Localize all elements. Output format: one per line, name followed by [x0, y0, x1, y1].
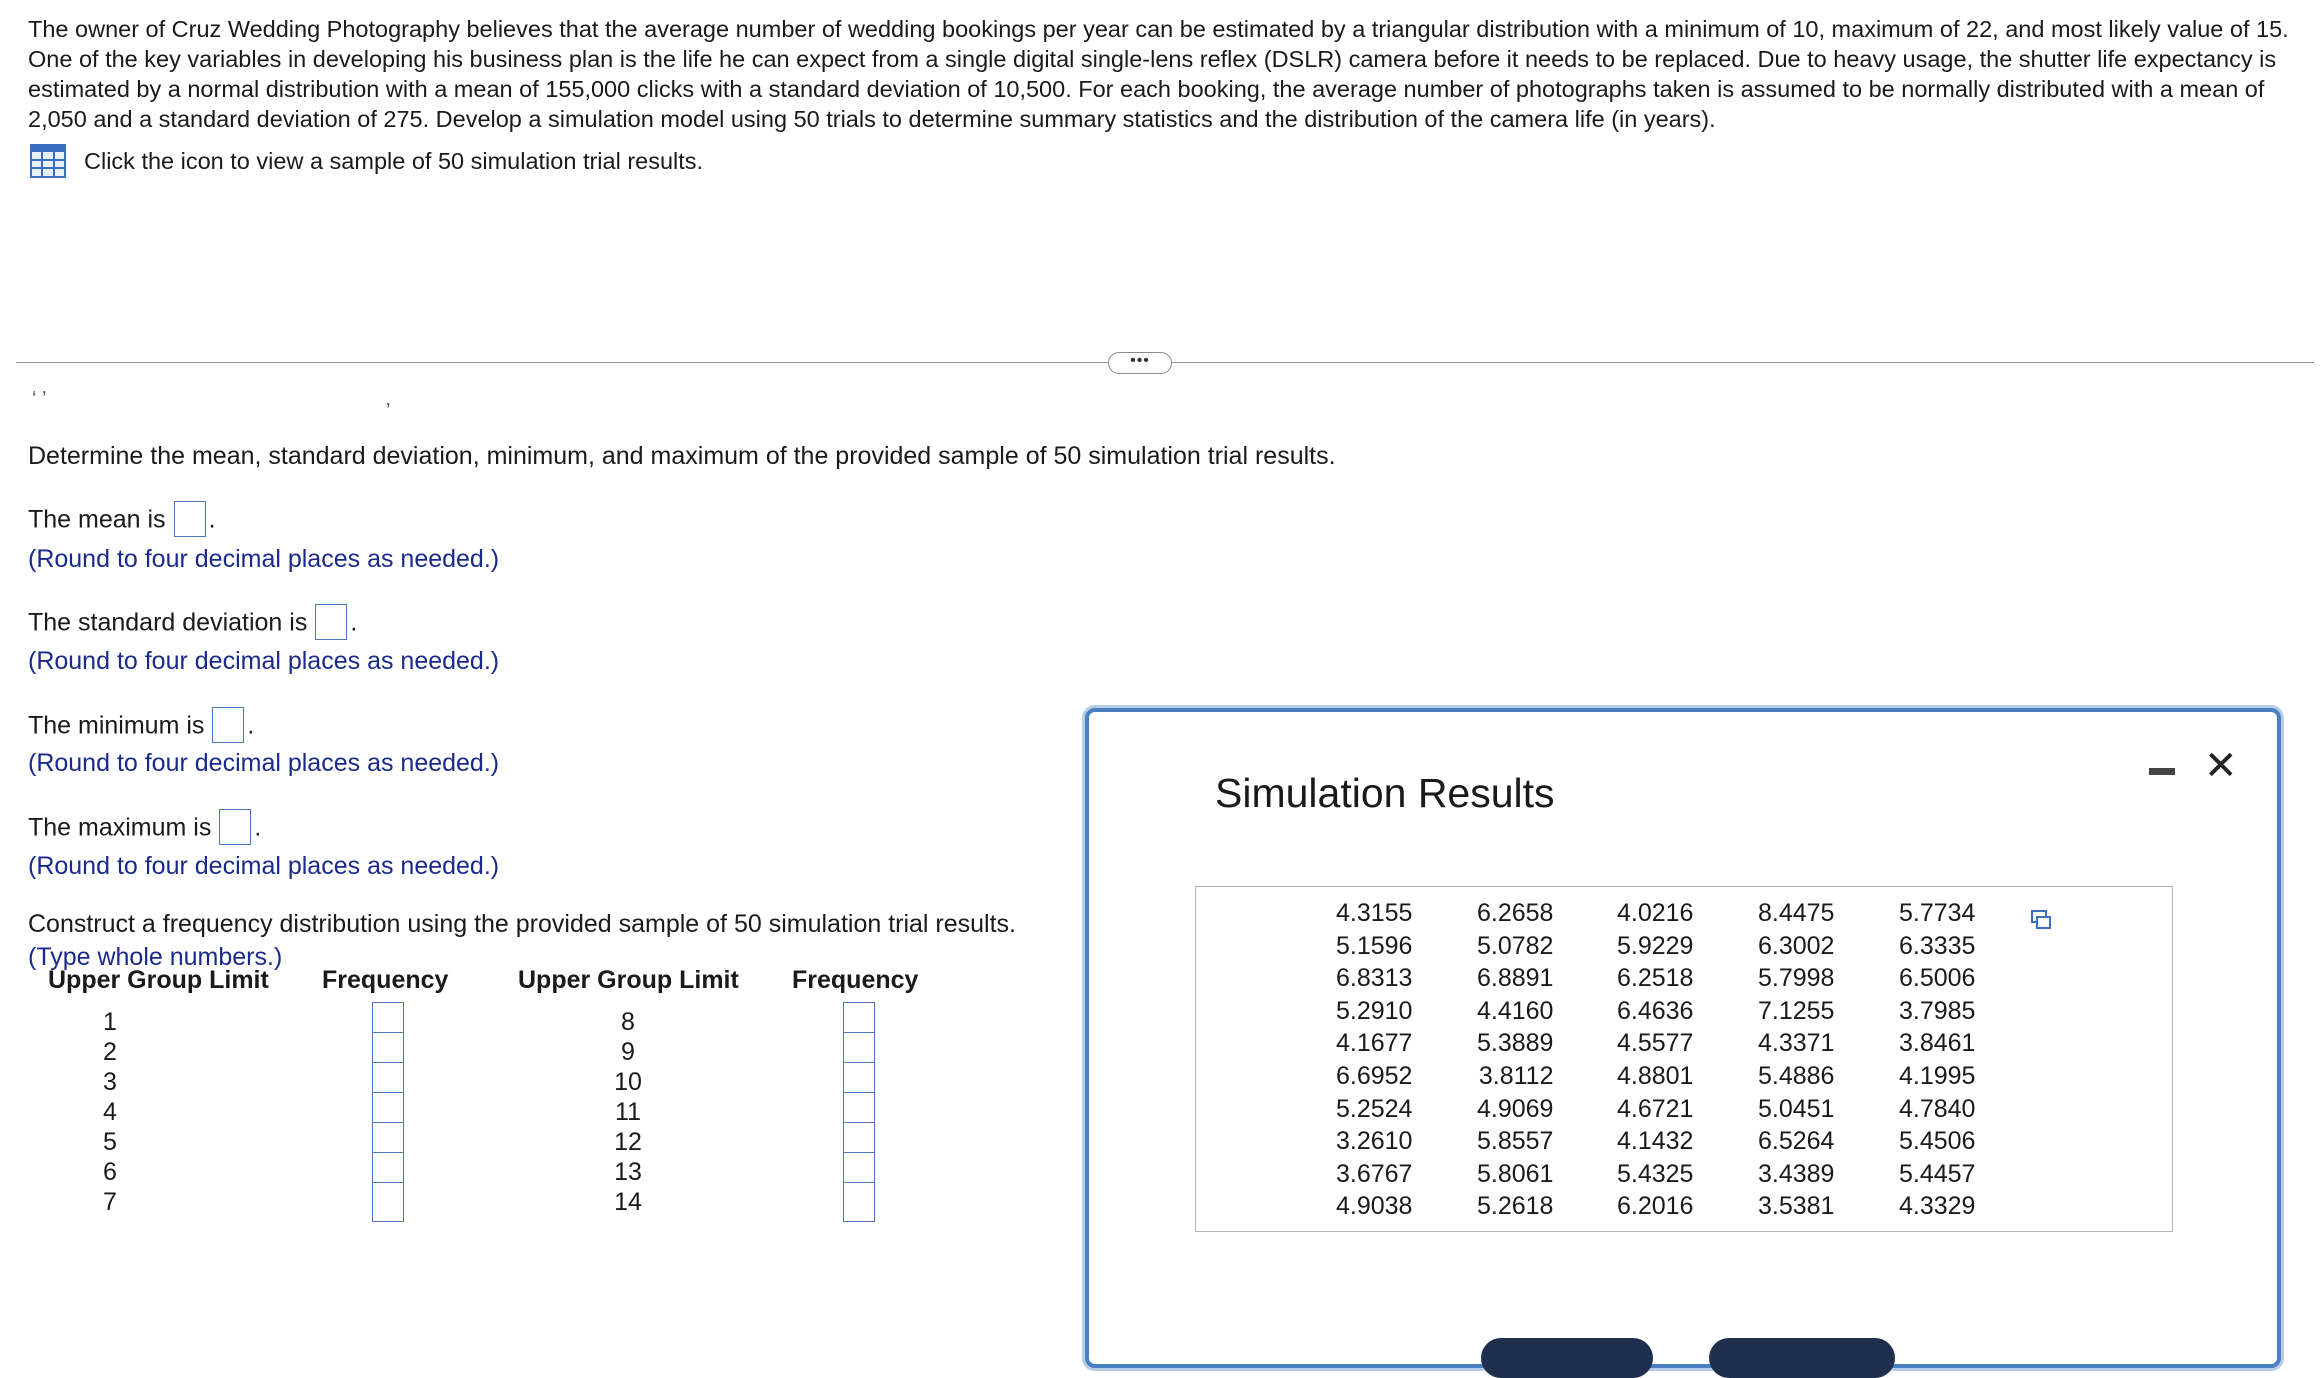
result-value: 5.8061 [1477, 1159, 1554, 1188]
result-value: 3.8461 [1899, 1029, 1976, 1058]
header-upper-limit-left: Upper Group Limit [48, 966, 269, 994]
results-column [1477, 897, 1553, 1223]
std-question [28, 606, 357, 642]
min-round-hint: (Round to four decimal places as needed.) [28, 749, 500, 777]
upper-limit-cell: 1 [103, 1008, 117, 1036]
mean-question [28, 503, 216, 539]
result-value: 6.6952 [1336, 1061, 1413, 1090]
results-column [1336, 897, 1412, 1223]
result-value: 5.4886 [1758, 1061, 1835, 1090]
result-value: 3.2610 [1336, 1127, 1413, 1156]
result-value: 4.9069 [1477, 1094, 1554, 1123]
copy-icon[interactable] [2030, 909, 2052, 931]
result-value: 6.3335 [1899, 931, 1976, 960]
min-question [28, 709, 254, 745]
upper-limit-cell: 10 [614, 1068, 642, 1096]
result-value: 3.8112 [1478, 1061, 1554, 1090]
result-value: 4.0216 [1617, 899, 1694, 927]
frequency-input[interactable] [372, 1182, 404, 1222]
result-value: 5.9229 [1617, 931, 1694, 960]
header-frequency-left: Frequency [322, 966, 449, 994]
result-value: 6.3002 [1758, 931, 1835, 960]
dialog-button-left[interactable] [1481, 1338, 1653, 1378]
result-value: 6.2518 [1617, 964, 1694, 993]
max-round-hint: (Round to four decimal places as needed.) [28, 852, 500, 880]
freq-instructions: Construct a frequency distribution using the provided sample of 50 simulation trial results. [28, 910, 1017, 938]
result-value: 4.3155 [1336, 899, 1413, 927]
result-value: 4.6721 [1617, 1094, 1694, 1123]
close-icon[interactable]: ✕ [2204, 744, 2238, 788]
mean-input[interactable] [174, 501, 206, 537]
simulation-table [1195, 886, 2173, 1232]
upper-limit-cell: 2 [103, 1038, 117, 1066]
result-value: 4.3371 [1758, 1029, 1835, 1058]
upper-limit-cell: 5 [103, 1128, 117, 1156]
result-value: 6.8891 [1477, 964, 1554, 993]
max-question [28, 811, 261, 847]
result-value: 6.2658 [1477, 899, 1554, 927]
min-period: . [247, 711, 255, 740]
result-value: 5.4457 [1899, 1159, 1976, 1188]
upper-limit-cell: 6 [103, 1158, 117, 1186]
result-value: 8.4475 [1758, 899, 1835, 927]
freq-hint: (Type whole numbers.) [28, 943, 283, 971]
upper-limit-cell: 9 [621, 1038, 635, 1066]
results-column [1758, 897, 1834, 1223]
view-sample-text[interactable]: Click the icon to view a sample of 50 simulation trial results. [84, 147, 704, 174]
result-value: 5.1596 [1336, 931, 1413, 960]
result-value: 5.4325 [1617, 1159, 1694, 1188]
max-input[interactable] [219, 809, 251, 845]
result-value: 4.1995 [1899, 1061, 1976, 1090]
result-value: 5.7734 [1899, 899, 1976, 927]
min-label: The minimum is [28, 711, 205, 740]
simulation-results-dialog [1085, 708, 2281, 1368]
result-value: 4.1432 [1617, 1127, 1694, 1156]
mean-label: The mean is [28, 505, 166, 534]
upper-limit-cell: 7 [103, 1188, 117, 1216]
result-value: 3.6767 [1336, 1159, 1413, 1188]
max-period: . [254, 813, 262, 842]
result-value: 6.8313 [1336, 964, 1413, 993]
result-value: 4.4160 [1477, 996, 1554, 1025]
dialog-button-right[interactable] [1709, 1338, 1895, 1378]
results-column [1617, 897, 1693, 1223]
std-input[interactable] [315, 604, 347, 640]
upper-limit-cell: 12 [614, 1128, 642, 1156]
result-value: 4.5577 [1617, 1029, 1694, 1058]
dialog-title: Simulation Results [1215, 770, 1555, 816]
upper-limit-cell: 13 [614, 1158, 642, 1186]
result-value: 5.0451 [1758, 1094, 1835, 1123]
view-sample-link[interactable] [30, 144, 703, 178]
result-value: 5.2910 [1336, 996, 1413, 1025]
upper-limit-cell: 8 [621, 1008, 635, 1036]
result-value: 7.1255 [1758, 996, 1835, 1025]
problem-statement [28, 14, 2318, 134]
clipped-text-fragment: ‘ ’ , [32, 388, 391, 410]
result-value: 6.4636 [1617, 996, 1694, 1025]
problem-text: The owner of Cruz Wedding Photography believes that the average number of wedding bookings per year can be estimated by a triangular distribution with a minimum of 10, maximum of 22, and most likely value of 15. One of the key variables in developing his business plan is the life he can expect from a single digital single-lens reflex (DSLR) camera before it needs to be replaced. Due to heavy usage, the shutter life expectancy is estimated by a normal distribution with a mean of 155,000 clicks with a standard deviation of 10,500. For each booking, the average number of photographs taken is assumed to be normally distributed with a mean of 2,050 and a standard deviation of 275. Develop a simulation model using 50 trials to determine summary statistics and the distribution of the camera life (in years). [28, 16, 2289, 132]
result-value: 4.9038 [1336, 1192, 1413, 1221]
result-value: 4.8801 [1617, 1061, 1694, 1090]
result-value: 5.2618 [1477, 1192, 1554, 1221]
result-value: 4.7840 [1899, 1094, 1976, 1123]
std-label: The standard deviation is [28, 608, 308, 637]
min-input[interactable] [212, 707, 244, 743]
max-label: The maximum is [28, 813, 212, 842]
header-frequency-right: Frequency [792, 966, 919, 994]
result-value: 6.5006 [1899, 964, 1976, 993]
mean-round-hint: (Round to four decimal places as needed.) [28, 545, 500, 573]
result-value: 5.7998 [1758, 964, 1835, 993]
result-value: 3.5381 [1758, 1192, 1835, 1221]
expand-more-button[interactable]: ••• [1108, 352, 1172, 374]
minimize-icon[interactable] [2149, 768, 2175, 775]
result-value: 5.2524 [1336, 1094, 1413, 1123]
upper-limit-cell: 3 [103, 1068, 117, 1096]
result-value: 3.4389 [1758, 1159, 1835, 1188]
upper-limit-cell: 14 [614, 1188, 642, 1216]
mean-period: . [208, 505, 216, 534]
frequency-input[interactable] [843, 1182, 875, 1222]
result-value: 5.4506 [1899, 1127, 1976, 1156]
upper-limit-cell: 4 [103, 1098, 117, 1126]
upper-limit-cell: 11 [615, 1098, 641, 1126]
results-column [1899, 897, 1975, 1223]
result-value: 4.3329 [1899, 1192, 1976, 1221]
stats-instructions: Determine the mean, standard deviation, minimum, and maximum of the provided sample of 50 simulation trial results. [28, 442, 1336, 470]
result-value: 6.5264 [1758, 1127, 1835, 1156]
std-round-hint: (Round to four decimal places as needed.) [28, 647, 500, 675]
result-value: 6.2016 [1617, 1192, 1694, 1221]
table-icon[interactable] [30, 144, 66, 178]
result-value: 5.3889 [1477, 1029, 1554, 1058]
result-value: 5.0782 [1477, 931, 1554, 960]
result-value: 5.8557 [1477, 1127, 1554, 1156]
result-value: 3.7985 [1899, 996, 1976, 1025]
std-period: . [350, 608, 358, 637]
result-value: 4.1677 [1336, 1029, 1413, 1058]
header-upper-limit-right: Upper Group Limit [518, 966, 739, 994]
